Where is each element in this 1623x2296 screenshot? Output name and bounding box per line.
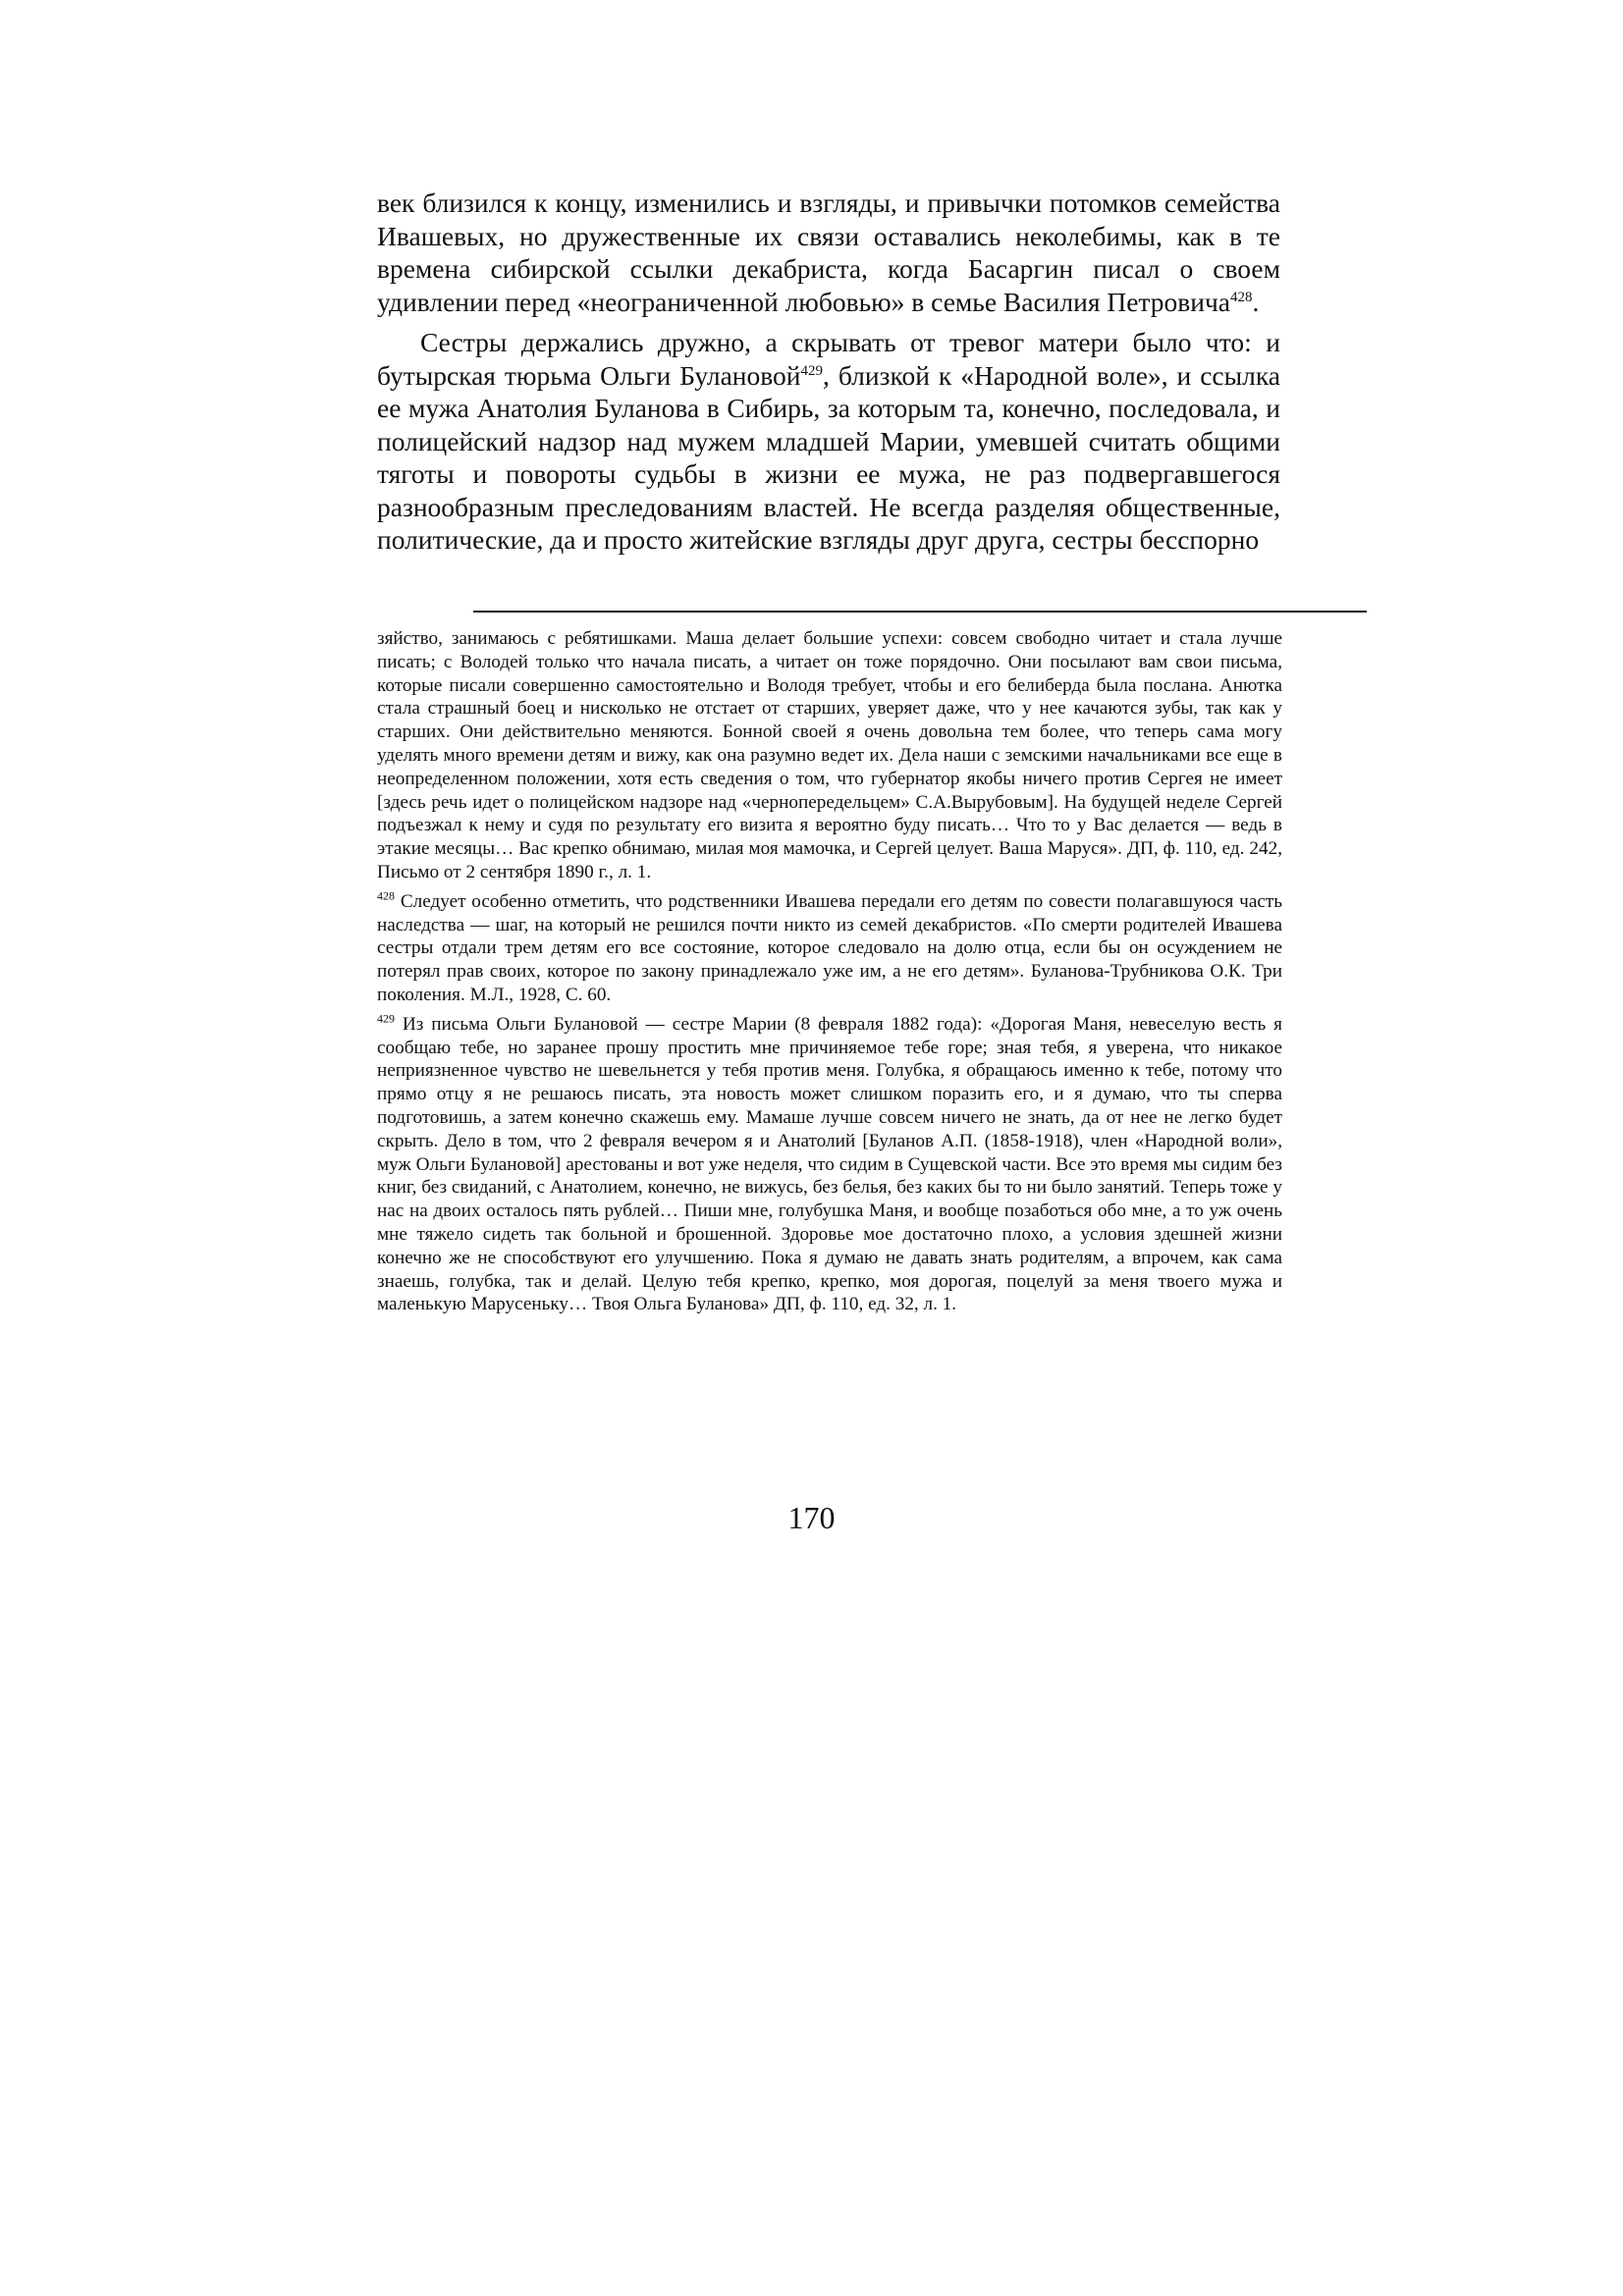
paragraph-1-tail: . [1252, 286, 1260, 317]
footnote-429-number: 429 [377, 1011, 395, 1026]
paragraph-2-text-b: , близкой к «Народной воле», и ссылка ее мужа Анатолия Буланова в Сибирь, за которым та, конечно, последовала, и полицейский надзор над мужем младшей Марии, умевшей считать общими тяготы и повороты судьбы в жизни ее мужа, не раз подвергавшегося разнообразным преследованиям властей. Не всегда разделяя общественные, политические, да и просто житейские взгляды друг друга, сестры бесспорно [377, 359, 1280, 555]
paragraph-1-text: век близился к концу, изменились и взгляды, и привычки потомков семейства Ивашевых, но дружественные их связи оставались неколебимы, как в те времена сибирской ссылки декабриста, когда Басаргин писал о своем удивлении перед «неограниченной любовью» в семье Василия Петровича [377, 187, 1280, 317]
paragraph-2 [377, 326, 1280, 557]
footnote-428-number: 428 [377, 888, 395, 903]
main-text [377, 187, 1280, 557]
footnote-429 [377, 1013, 1282, 1316]
paragraph-1 [377, 187, 1280, 318]
footnote-ref-428: 428 [1230, 289, 1253, 305]
paragraph-2-text-a: Сестры держались дружно, а скрывать от тревог матери было что: и бутырская тюрьма Ольги Булановой [377, 327, 1280, 391]
footnote-428-text: Следует особенно отметить, что родственники Ивашева передали его детям по совести полагавшуюся часть наследства — шаг, на который не решился почти никто из семей декабристов. «По смерти родителей Ивашева сестры отдали трем детям его все состояние, которое следовало на долю отца, если бы он осуждением не потерял прав своих, которое по закону принадлежало уже им, а не его детям». Буланова-Трубникова О.К. Три поколения. М.Л., 1928, С. 60. [377, 890, 1282, 1005]
footnote-ref-429: 429 [800, 362, 824, 379]
footnote-429-text: Из письма Ольги Булановой — сестре Марии (8 февраля 1882 года): «Дорогая Маня, невеселую весть я сообщаю тебе, но заранее прошу простить мне причиняемое тебе горе; зная тебя, я уверена, что никакое неприязненное чувство не шевельнется у тебя против меня. Голубка, я обращаюсь именно к тебе, потому что прямо отцу я не решаюсь писать, эта новость может слишком поразить его, и я думаю, что ты сперва подготовишь, а затем конечно скажешь ему. Мамаше лучше совсем ничего не знать, да от нее не легко будет скрыть. Дело в том, что 2 февраля вечером я и Анатолий [Буланов А.П. (1858-1918), член «Народной воли», муж Ольги Булановой] арестованы и вот уже неделя, что сидим в Сущевской части. Все это время мы сидим без книг, без свиданий, с Анатолием, конечно, не вижусь, без белья, без каких бы то ни было занятий. Теперь тоже у нас на двоих осталось пять рублей… Пиши мне, голубушка Маня, и вообще позаботься обо мне, а то уж очень мне тяжело сидеть так больной и брошенной. Здоровье мое достаточно плохо, а условия здешней жизни конечно же не способствуют его улучшению. Пока я думаю не давать знать родителям, а впрочем, как сама знаешь, голубка, так и делай. Целую тебя крепко, крепко, моя дорогая, поцелуй за меня твоего мужа и маленькую Марусеньку… Твоя Ольга Буланова» ДП, ф. 110, ед. 32, л. 1. [377, 1013, 1282, 1315]
footnote-continuation: зяйство, занимаюсь с ребятишками. Маша делает большие успехи: совсем свободно читает и стала лучше писать; с Володей только что начала писать, а читает он тоже порядочно. Они посылают вам свои письма, которые писали совершенно самостоятельно и Володя требует, чтобы и его белиберда была послана. Анютка стала страшный боец и нисколько не отстает от старших, уверяет даже, что у нее качаются зубы, так как у старших. Они действительно меняются. Бонной своей я очень довольна тем более, что теперь сама могу уделять много времени детям и вижу, как она разумно ведет их. Дела наши с земскими начальниками все еще в неопределенном положении, хотя есть сведения о том, что губернатор якобы ничего против Сергея не имеет [здесь речь идет о полицейском надзоре над «чернопередельцем» С.А.Вырубовым]. На будущей неделе Сергей подъезжал к нему и судя по результату его визита я вероятно буду писать… Что то у Вас делается — ведь в этакие месяцы… Вас крепко обнимаю, милая моя мамочка, и Сергей целует. Ваша Маруся». ДП, ф. 110, ед. 242, Письмо от 2 сентября 1890 г., л. 1. [377, 628, 1282, 882]
footnote-separator [473, 611, 1367, 613]
footnote-428 [377, 890, 1282, 1007]
page-number: 170 [787, 1500, 836, 1535]
footnotes [377, 627, 1282, 1322]
